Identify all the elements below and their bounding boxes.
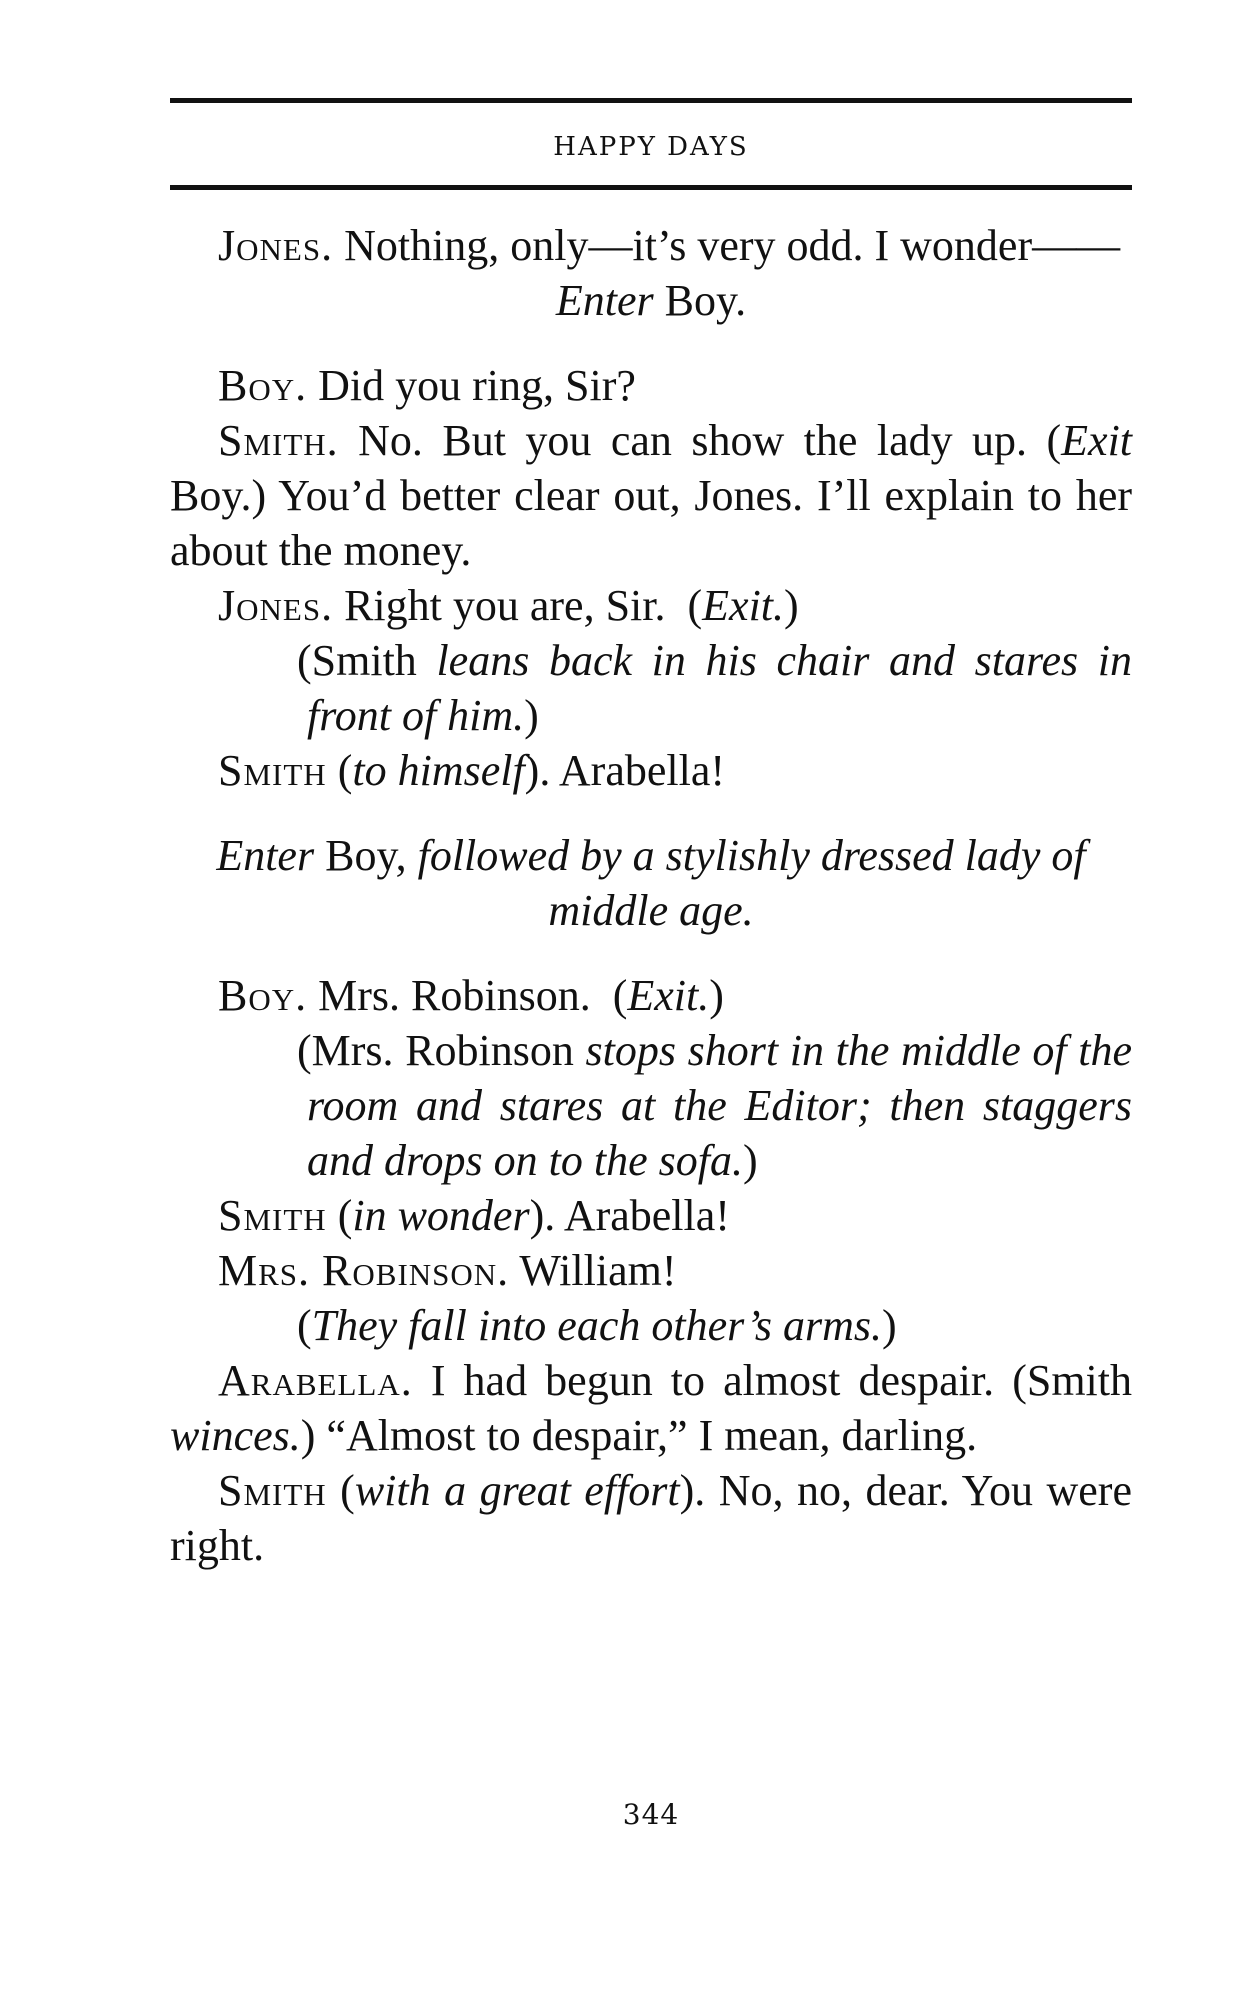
speech-text: I had begun to almost despair. (Smith <box>430 1356 1132 1405</box>
speech-text: Right you are, Sir. <box>344 581 666 630</box>
speech-smith-2 <box>170 743 1132 798</box>
speech-boy-1 <box>170 358 1132 413</box>
stage-direction: leans back in his chair and stares in front of him. <box>307 636 1132 740</box>
stage-direction: with a great effort <box>354 1466 680 1515</box>
stage-entrance-boy <box>170 273 1132 328</box>
top-rule <box>170 98 1132 103</box>
speech-text: Nothing, only—it’s very odd. I wonder—— <box>344 221 1121 270</box>
speaker-name: Boy. <box>218 361 308 410</box>
speech-boy-2 <box>170 968 1132 1023</box>
speech-robinson-1 <box>170 1243 1132 1298</box>
stage-direction: to himself <box>352 746 525 795</box>
paren: ) <box>709 971 724 1020</box>
stage-direction: winces. <box>170 1411 301 1460</box>
paren: ( <box>297 1301 312 1350</box>
stage-direction: They fall into each other’s arms. <box>311 1301 883 1350</box>
speech-text: Did you ring, Sir? <box>318 361 636 410</box>
play-text <box>170 218 1132 1573</box>
speech-smith-1 <box>170 413 1132 578</box>
paren: ). <box>529 1191 556 1240</box>
paren: ( <box>297 636 312 685</box>
paren: ) <box>882 1301 897 1350</box>
paren: ( <box>612 971 628 1020</box>
stage-direction: in wonder <box>352 1191 530 1240</box>
speech-jones-2 <box>170 578 1132 633</box>
speaker-name: Arabella. <box>218 1356 413 1405</box>
speaker-name: Smith <box>218 1466 327 1515</box>
paren: ( <box>337 746 353 795</box>
stage-direction: Exit. <box>702 581 785 630</box>
paren: ( <box>687 581 703 630</box>
speech-jones-1 <box>170 218 1132 273</box>
speaker-name: Smith. <box>218 416 339 465</box>
speech-text: No, no, dear. You were right. <box>170 1466 1132 1570</box>
speech-text: Boy.) You’d better clear out, Jones. I’ll explain to her about the money. <box>170 471 1132 575</box>
stage-entrance-lady <box>170 828 1132 938</box>
stage-direction-smith-leans <box>170 633 1132 743</box>
paren: ) <box>524 691 539 740</box>
paren: ( <box>297 1026 312 1075</box>
stage-direction: stops short in the middle of the room and stares at the Editor; then staggers and drops on to the sofa. <box>307 1026 1133 1185</box>
paren: ). <box>524 746 551 795</box>
header-rule <box>170 185 1132 190</box>
speech-text: ) “Almost to despair,” I mean, darling. <box>300 1411 978 1460</box>
stage-direction: Exit <box>1061 416 1133 465</box>
stage-direction: followed by a stylishly dressed lady of middle age. <box>417 831 1086 935</box>
speech-text: William! <box>519 1246 677 1295</box>
paren: ) <box>784 581 799 630</box>
stage-direction-robinson-stops <box>170 1023 1132 1188</box>
page-number: 344 <box>622 1798 680 1831</box>
stage-direction: Enter <box>555 276 654 325</box>
paren: ). <box>679 1466 706 1515</box>
speech-smith-3 <box>170 1188 1132 1243</box>
speech-text: No. But you can show the lady up. ( <box>358 416 1062 465</box>
paren: ) <box>742 1136 758 1185</box>
speech-arabella-1 <box>170 1353 1132 1463</box>
book-page <box>170 98 1133 1831</box>
speech-smith-4 <box>170 1463 1132 1573</box>
speaker-name: Boy. <box>218 971 308 1020</box>
running-title: HAPPY DAYS <box>553 132 749 162</box>
character-name: Mrs. Robinson <box>311 1026 574 1075</box>
speech-text: Arabella! <box>563 1191 730 1240</box>
speaker-name: Jones. <box>218 221 334 270</box>
speech-text: Mrs. Robinson. <box>318 971 591 1020</box>
paren: ( <box>337 1191 353 1240</box>
speaker-name: Smith <box>218 1191 327 1240</box>
speech-text: Arabella! <box>558 746 726 795</box>
speaker-name: Jones. <box>218 581 334 630</box>
stage-direction: Exit. <box>627 971 710 1020</box>
stage-direction-embrace <box>170 1298 1132 1353</box>
speaker-name: Smith <box>218 746 327 795</box>
stage-direction: Enter <box>216 831 315 880</box>
character-name: Smith <box>311 636 417 685</box>
paren: ( <box>340 1466 355 1515</box>
character-name: Boy, <box>325 831 407 880</box>
speaker-name: Mrs. Robinson. <box>218 1246 510 1295</box>
character-name: Boy. <box>664 276 747 325</box>
